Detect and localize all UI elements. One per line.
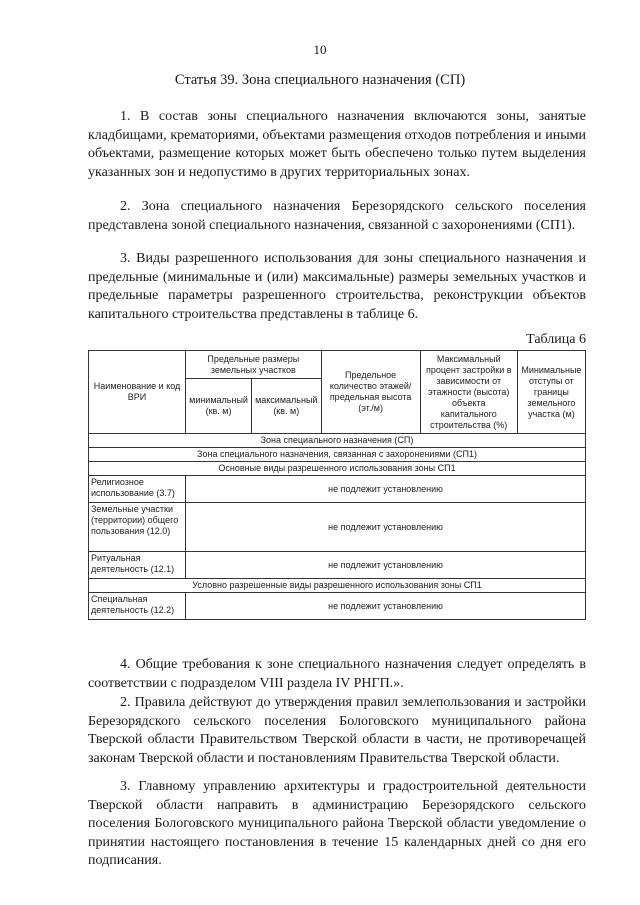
main-section-title: Основные виды разрешенного использования зоны СП1 [89,462,586,476]
paragraph-2: 2. Зона специального назначения Березорядского сельского поселения представлена зоной специального назначения, связанной с захоронениями (СП1). [88,199,586,233]
header-setback: Минимальные отступы от границы земельного участка (м) [517,351,585,434]
row-value: не подлежит установлению [186,503,586,552]
header-row-1 [89,351,586,379]
paragraph-4: 4. Общие требования к зоне специального назначения следует определять в соответствии с подразделом VIII раздела IV РНГП.». [88,657,586,691]
page-number: 10 [313,42,327,57]
zone-title: Зона специального назначения (СП) [89,434,586,448]
row-value: не подлежит установлению [186,476,586,503]
table-row [89,593,586,620]
row-name: Земельные участки (территории) общего пользования (12.0) [89,503,186,552]
row-value: не подлежит установлению [186,593,586,620]
row-name: Специальная деятельность (12.2) [89,593,186,620]
paragraph-1: 1. В состав зоны специального назначения включаются зоны, занятые кладбищами, крематориями, объектами размещения отходов потребления и иными объектами, размещение которых может быть обеспечено только путем выделения указанных зон и недопустимо в других территориальных зонах. [88,109,586,180]
conditional-section-title: Условно разрешенные виды разрешенного использования зоны СП1 [89,579,586,593]
header-min: минимальный (кв. м) [186,379,252,434]
article-title: Статья 39. Зона специального назначения (СП) [174,72,466,88]
row-name: Религиозное использование (3.7) [89,476,186,503]
table-row [89,503,586,552]
header-max: максимальный (кв. м) [251,379,321,434]
subzone-row [89,448,586,462]
table-row [89,552,586,579]
main-section-row [89,462,586,476]
header-floors: Предельное количество этажей/ предельная высота (эт./м) [321,351,420,434]
zone-row [89,434,586,448]
table-caption: Таблица 6 [526,332,586,347]
header-percent: Максимальный процент застройки в зависимости от этажности (высота) объекта капитального строительства (%) [420,351,517,434]
table-row [89,476,586,503]
row-value: не подлежит установлению [186,552,586,579]
paragraph-3: 3. Виды разрешенного использования для зоны специального назначения и предельные (минимальные и (или) максимальные) размеры земельных участков и предельные параметры разрешенного строительства, реконструкции объектов капитального строительства представлены в таблице 6. [88,251,586,322]
row-name: Ритуальная деятельность (12.1) [89,552,186,579]
conditional-section-row [89,579,586,593]
paragraph-5: 2. Правила действуют до утверждения правил землепользования и застройки Березорядского сельского поселения Бологовского муниципального района Тверской области Правительством Тверской области в части, не противоречащей законам Тверской области и постановлениям Правительства Тверской области. [88,695,586,766]
header-name: Наименование и код ВРИ [89,351,186,434]
paragraph-6: 3. Главному управлению архитектуры и градостроительной деятельности Тверской области направить в администрацию Березорядского сельского поселения Бологовского муниципального района Тверской области уведомление о принятии настоящего постановления в течение 15 календарных дней со дня его подписания. [88,779,586,868]
zoning-table [88,350,586,620]
subzone-title: Зона специального назначения, связанная с захоронениями (СП1) [89,448,586,462]
header-sizes-group: Предельные размеры земельных участков [186,351,321,379]
